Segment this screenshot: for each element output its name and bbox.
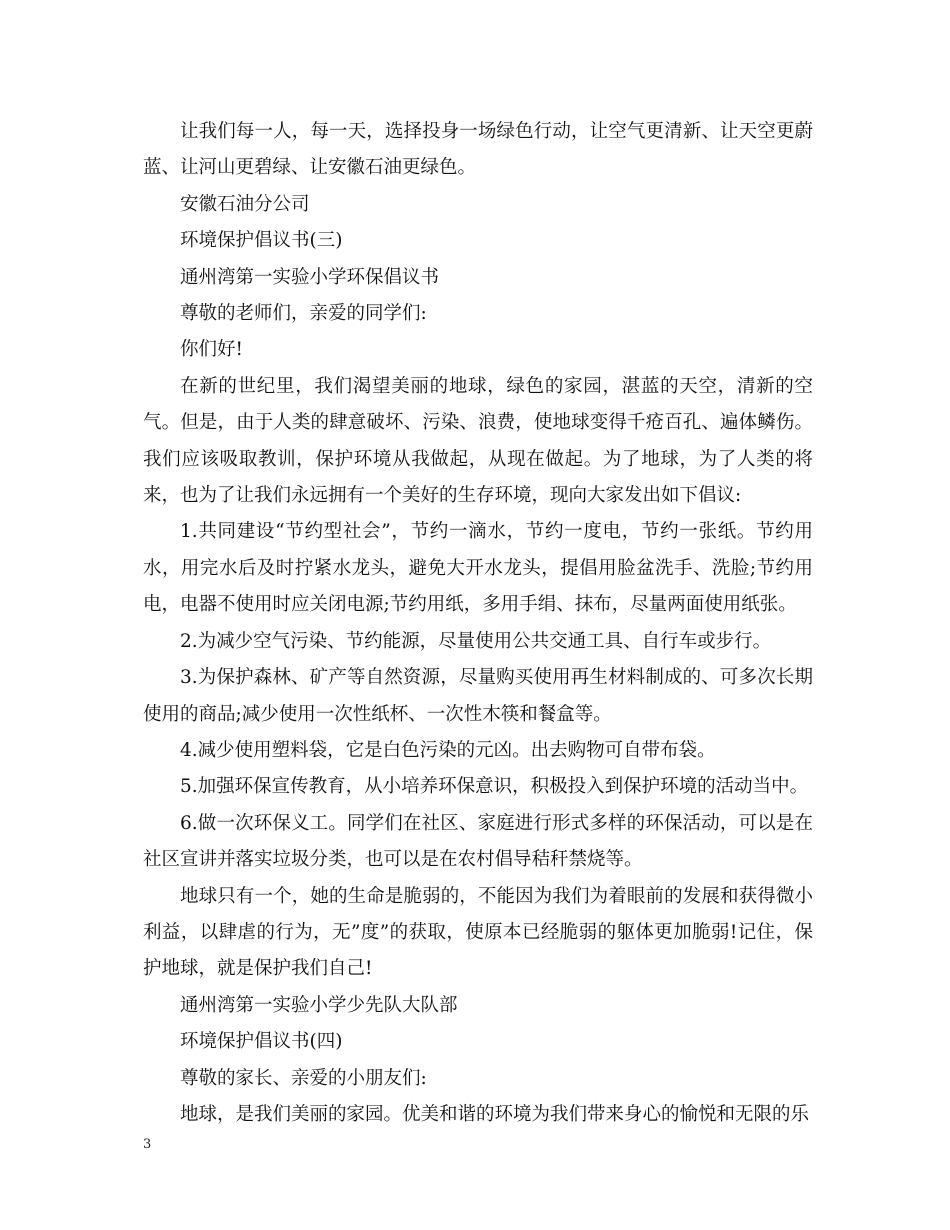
paragraph-5: 尊敬的老师们，亲爱的同学们:	[180, 303, 427, 325]
paragraph-16: 环境保护倡议书(四)	[180, 1031, 343, 1053]
paragraph-10: 3.为保护森林、矿产等自然资源，尽量购买使用再生材料制成的、可多次长期使用的商品;减少使用一次性纸杯、一次性木筷和餐盒等。	[143, 667, 813, 725]
paragraph-18: 地球，是我们美丽的家园。优美和谐的环境为我们带来身心的愉悦和无限的乐	[180, 1103, 810, 1125]
paragraph-4: 通州湾第一实验小学环保倡议书	[180, 266, 440, 288]
paragraph-17: 尊敬的家长、亲爱的小朋友们:	[180, 1067, 427, 1089]
paragraph-9: 2.为减少空气污染、节约能源，尽量使用公共交通工具、自行车或步行。	[180, 630, 772, 652]
paragraph-6: 你们好!	[180, 339, 243, 361]
paragraph-8: 1.共同建设“节约型社会”，节约一滴水，节约一度电，节约一张纸。节约用水，用完水后及时拧紧水龙头，避免大开水龙头，提倡用脸盆洗手、洗脸;节约用电，电器不使用时应关闭电源;节约用纸，多用手绢、抹布，尽量两面使用纸张。	[143, 521, 813, 616]
page-number: 3	[143, 1137, 152, 1152]
paragraph-2: 安徽石油分公司	[180, 193, 310, 215]
document-body	[143, 114, 813, 1133]
paragraph-15: 通州湾第一实验小学少先队大队部	[180, 994, 458, 1016]
paragraph-12: 5.加强环保宣传教育，从小培养环保意识，积极投入到保护环境的活动当中。	[180, 776, 809, 798]
paragraph-13: 6.做一次环保义工。同学们在社区、家庭进行形式多样的环保活动，可以是在社区宣讲并落实垃圾分类，也可以是在农村倡导秸秆禁烧等。	[143, 812, 813, 871]
paragraph-1: 让我们每一人，每一天，选择投身一场绿色行动，让空气更清新、让天空更蔚蓝、让河山更碧绿、让安徽石油更绿色。	[143, 121, 813, 179]
paragraph-3: 环境保护倡议书(三)	[180, 230, 343, 252]
paragraph-7: 在新的世纪里，我们渴望美丽的地球，绿色的家园，湛蓝的天空，清新的空气。但是，由于人类的肆意破坏、污染、浪费，使地球变得千疮百孔、遍体鳞伤。我们应该吸取教训，保护环境从我做起，从现在做起。为了地球，为了人类的将来，也为了让我们永远拥有一个美好的生存环境，现向大家发出如下倡议:	[143, 375, 813, 507]
paragraph-11: 4.减少使用塑料袋，它是白色污染的元凶。出去购物可自带布袋。	[180, 739, 716, 761]
paragraph-14: 地球只有一个，她的生命是脆弱的，不能因为我们为着眼前的发展和获得微小利益，以肆虐的行为，无”度”的获取，使原本已经脆弱的躯体更加脆弱!记住，保护地球，就是保护我们自己!	[143, 885, 813, 980]
